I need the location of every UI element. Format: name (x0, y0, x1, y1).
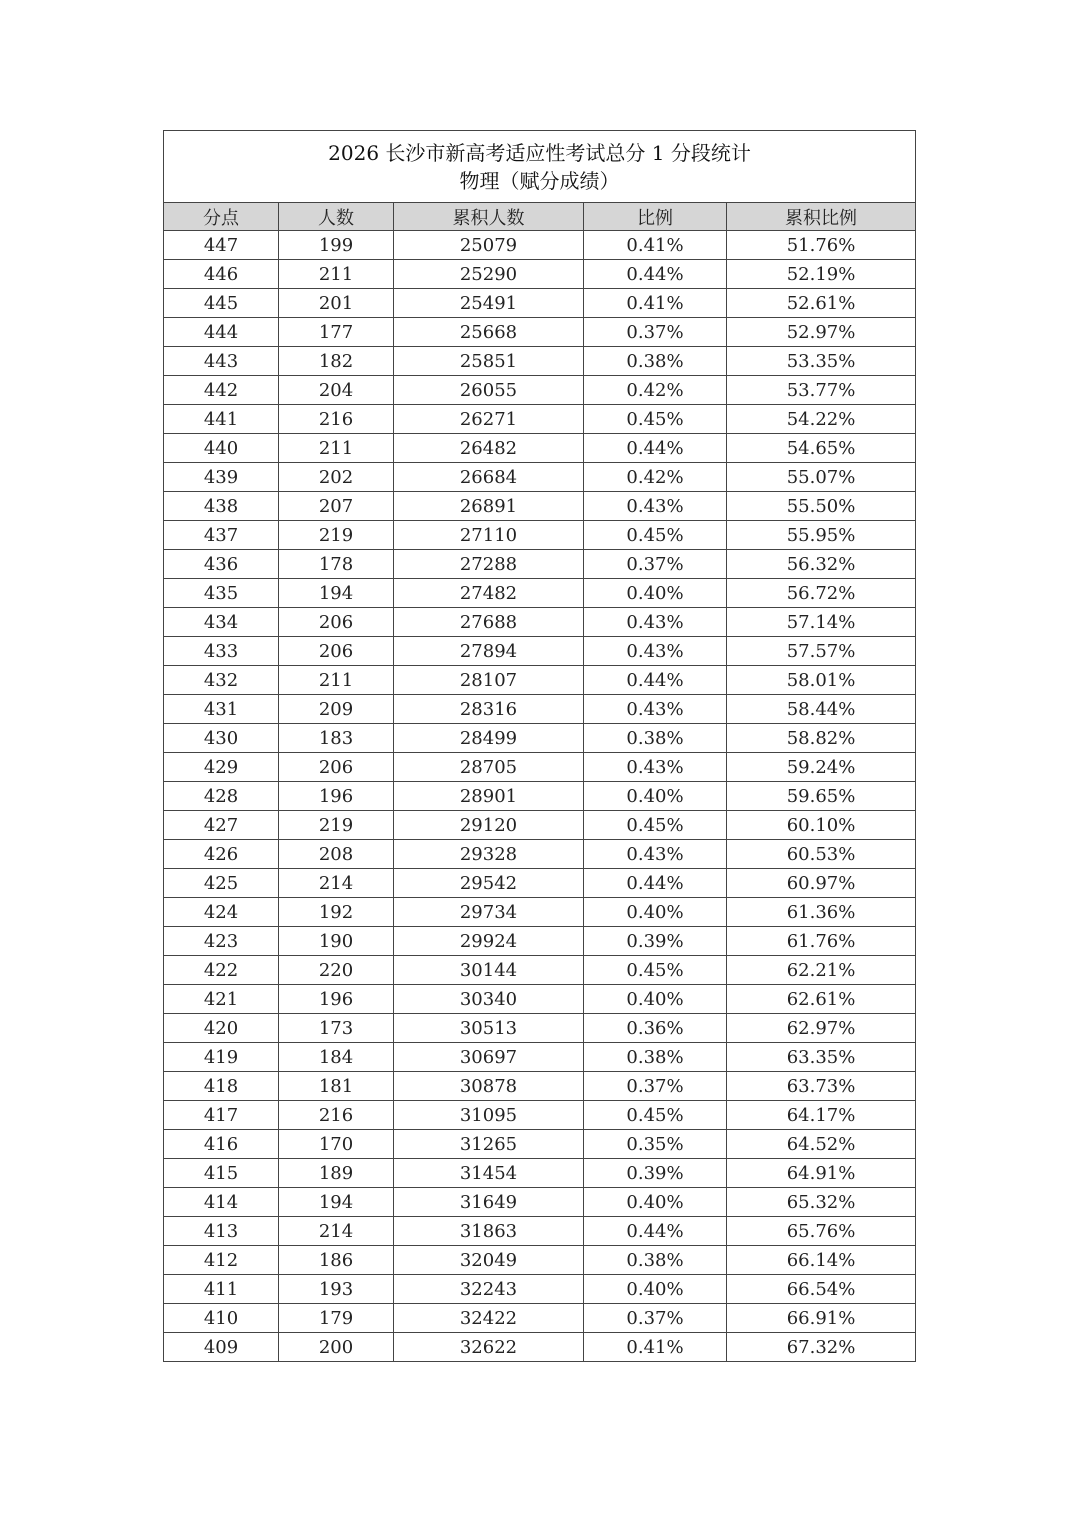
cell-score: 421 (164, 985, 279, 1014)
cell-count: 208 (279, 840, 394, 869)
cell-score: 437 (164, 521, 279, 550)
cell-ratio: 0.37% (584, 550, 727, 579)
cell-count: 193 (279, 1275, 394, 1304)
cell-cumulative-count: 27688 (394, 608, 584, 637)
table-row (164, 637, 916, 666)
cell-count: 170 (279, 1130, 394, 1159)
title-line-1: 2026 长沙市新高考适应性考试总分 1 分段统计 (328, 140, 751, 165)
cell-cumulative-count: 32622 (394, 1333, 584, 1362)
cell-count: 178 (279, 550, 394, 579)
table-row (164, 347, 916, 376)
cell-score: 435 (164, 579, 279, 608)
cell-cumulative-ratio: 59.24% (727, 753, 916, 782)
cell-cumulative-ratio: 65.76% (727, 1217, 916, 1246)
cell-cumulative-ratio: 60.10% (727, 811, 916, 840)
cell-cumulative-count: 29542 (394, 869, 584, 898)
cell-score: 415 (164, 1159, 279, 1188)
cell-cumulative-count: 25079 (394, 231, 584, 260)
cell-cumulative-ratio: 61.36% (727, 898, 916, 927)
cell-ratio: 0.43% (584, 637, 727, 666)
table-row (164, 840, 916, 869)
cell-cumulative-ratio: 63.73% (727, 1072, 916, 1101)
cell-cumulative-ratio: 58.44% (727, 695, 916, 724)
cell-score: 427 (164, 811, 279, 840)
table-row (164, 550, 916, 579)
cell-cumulative-count: 27110 (394, 521, 584, 550)
cell-ratio: 0.37% (584, 1072, 727, 1101)
cell-ratio: 0.40% (584, 782, 727, 811)
cell-score: 440 (164, 434, 279, 463)
cell-score: 442 (164, 376, 279, 405)
cell-count: 214 (279, 1217, 394, 1246)
cell-cumulative-count: 26055 (394, 376, 584, 405)
cell-cumulative-ratio: 52.97% (727, 318, 916, 347)
cell-cumulative-count: 29328 (394, 840, 584, 869)
cell-score: 443 (164, 347, 279, 376)
cell-cumulative-ratio: 62.61% (727, 985, 916, 1014)
cell-score: 417 (164, 1101, 279, 1130)
cell-cumulative-ratio: 67.32% (727, 1333, 916, 1362)
cell-cumulative-ratio: 59.65% (727, 782, 916, 811)
table-row (164, 521, 916, 550)
cell-cumulative-ratio: 53.77% (727, 376, 916, 405)
cell-cumulative-ratio: 52.19% (727, 260, 916, 289)
cell-cumulative-count: 27288 (394, 550, 584, 579)
cell-count: 202 (279, 463, 394, 492)
cell-ratio: 0.40% (584, 985, 727, 1014)
table-row (164, 1217, 916, 1246)
cell-ratio: 0.43% (584, 608, 727, 637)
cell-ratio: 0.43% (584, 753, 727, 782)
cell-count: 173 (279, 1014, 394, 1043)
table-row (164, 1304, 916, 1333)
table-row (164, 260, 916, 289)
cell-ratio: 0.40% (584, 898, 727, 927)
cell-cumulative-count: 28316 (394, 695, 584, 724)
cell-cumulative-count: 26684 (394, 463, 584, 492)
table-row (164, 724, 916, 753)
cell-cumulative-count: 27894 (394, 637, 584, 666)
table-row (164, 318, 916, 347)
cell-count: 194 (279, 579, 394, 608)
column-header-row (164, 203, 916, 231)
cell-ratio: 0.45% (584, 521, 727, 550)
cell-cumulative-ratio: 60.53% (727, 840, 916, 869)
cell-cumulative-ratio: 51.76% (727, 231, 916, 260)
table-row (164, 1246, 916, 1275)
table-row (164, 1275, 916, 1304)
cell-score: 428 (164, 782, 279, 811)
cell-cumulative-ratio: 64.91% (727, 1159, 916, 1188)
cell-ratio: 0.44% (584, 1217, 727, 1246)
cell-count: 201 (279, 289, 394, 318)
cell-cumulative-ratio: 57.14% (727, 608, 916, 637)
cell-cumulative-count: 30144 (394, 956, 584, 985)
cell-cumulative-count: 30340 (394, 985, 584, 1014)
cell-cumulative-ratio: 55.50% (727, 492, 916, 521)
cell-count: 206 (279, 608, 394, 637)
cell-score: 413 (164, 1217, 279, 1246)
cell-cumulative-ratio: 55.95% (727, 521, 916, 550)
cell-ratio: 0.43% (584, 492, 727, 521)
cell-cumulative-ratio: 62.97% (727, 1014, 916, 1043)
table-row (164, 985, 916, 1014)
cell-cumulative-count: 31863 (394, 1217, 584, 1246)
cell-count: 183 (279, 724, 394, 753)
cell-score: 422 (164, 956, 279, 985)
cell-ratio: 0.38% (584, 724, 727, 753)
cell-ratio: 0.42% (584, 463, 727, 492)
cell-count: 219 (279, 811, 394, 840)
table-row (164, 579, 916, 608)
cell-cumulative-count: 26271 (394, 405, 584, 434)
cell-cumulative-count: 25851 (394, 347, 584, 376)
table-row (164, 898, 916, 927)
cell-score: 410 (164, 1304, 279, 1333)
cell-score: 429 (164, 753, 279, 782)
cell-ratio: 0.45% (584, 811, 727, 840)
table-row (164, 1014, 916, 1043)
cell-cumulative-ratio: 64.17% (727, 1101, 916, 1130)
cell-count: 189 (279, 1159, 394, 1188)
cell-score: 447 (164, 231, 279, 260)
table-row (164, 1130, 916, 1159)
score-distribution-sheet (163, 130, 915, 1362)
cell-count: 200 (279, 1333, 394, 1362)
cell-cumulative-ratio: 58.82% (727, 724, 916, 753)
table-row (164, 463, 916, 492)
table-row (164, 1159, 916, 1188)
cell-count: 207 (279, 492, 394, 521)
cell-cumulative-ratio: 65.32% (727, 1188, 916, 1217)
cell-cumulative-count: 28107 (394, 666, 584, 695)
cell-score: 425 (164, 869, 279, 898)
cell-ratio: 0.44% (584, 666, 727, 695)
cell-cumulative-ratio: 55.07% (727, 463, 916, 492)
cell-count: 186 (279, 1246, 394, 1275)
table-row (164, 1043, 916, 1072)
cell-cumulative-count: 29924 (394, 927, 584, 956)
cell-count: 196 (279, 985, 394, 1014)
cell-cumulative-ratio: 56.32% (727, 550, 916, 579)
cell-ratio: 0.44% (584, 260, 727, 289)
cell-cumulative-ratio: 57.57% (727, 637, 916, 666)
cell-score: 439 (164, 463, 279, 492)
cell-cumulative-ratio: 52.61% (727, 289, 916, 318)
table-row (164, 376, 916, 405)
score-distribution-table (163, 130, 916, 1362)
table-row (164, 666, 916, 695)
cell-cumulative-ratio: 54.65% (727, 434, 916, 463)
cell-score: 411 (164, 1275, 279, 1304)
table-body (164, 231, 916, 1362)
cell-count: 216 (279, 405, 394, 434)
cell-count: 192 (279, 898, 394, 927)
cell-ratio: 0.37% (584, 1304, 727, 1333)
cell-ratio: 0.38% (584, 347, 727, 376)
cell-cumulative-count: 25668 (394, 318, 584, 347)
cell-score: 433 (164, 637, 279, 666)
table-row (164, 927, 916, 956)
cell-cumulative-count: 30513 (394, 1014, 584, 1043)
table-row (164, 1072, 916, 1101)
cell-count: 206 (279, 637, 394, 666)
cell-score: 441 (164, 405, 279, 434)
cell-ratio: 0.40% (584, 579, 727, 608)
cell-count: 190 (279, 927, 394, 956)
cell-cumulative-count: 31454 (394, 1159, 584, 1188)
cell-score: 431 (164, 695, 279, 724)
cell-cumulative-count: 28705 (394, 753, 584, 782)
column-header-ratio: 比例 (584, 203, 727, 231)
cell-cumulative-count: 29120 (394, 811, 584, 840)
cell-ratio: 0.40% (584, 1188, 727, 1217)
cell-score: 424 (164, 898, 279, 927)
cell-score: 420 (164, 1014, 279, 1043)
cell-ratio: 0.38% (584, 1246, 727, 1275)
cell-ratio: 0.39% (584, 1159, 727, 1188)
table-row (164, 1188, 916, 1217)
table-row (164, 492, 916, 521)
cell-cumulative-count: 32243 (394, 1275, 584, 1304)
table-row (164, 753, 916, 782)
title-line-2: 物理（赋分成绩） (459, 168, 620, 193)
cell-count: 179 (279, 1304, 394, 1333)
table-row (164, 782, 916, 811)
column-header-count: 人数 (279, 203, 394, 231)
cell-count: 211 (279, 260, 394, 289)
cell-score: 416 (164, 1130, 279, 1159)
table-row (164, 289, 916, 318)
cell-score: 423 (164, 927, 279, 956)
cell-cumulative-count: 26482 (394, 434, 584, 463)
cell-cumulative-ratio: 66.54% (727, 1275, 916, 1304)
table-row (164, 956, 916, 985)
cell-count: 219 (279, 521, 394, 550)
cell-score: 436 (164, 550, 279, 579)
cell-cumulative-ratio: 60.97% (727, 869, 916, 898)
cell-count: 199 (279, 231, 394, 260)
cell-ratio: 0.41% (584, 289, 727, 318)
cell-count: 211 (279, 434, 394, 463)
cell-ratio: 0.39% (584, 927, 727, 956)
cell-ratio: 0.45% (584, 1101, 727, 1130)
cell-score: 412 (164, 1246, 279, 1275)
cell-count: 206 (279, 753, 394, 782)
cell-cumulative-ratio: 56.72% (727, 579, 916, 608)
cell-ratio: 0.45% (584, 956, 727, 985)
cell-cumulative-count: 30697 (394, 1043, 584, 1072)
cell-cumulative-ratio: 66.14% (727, 1246, 916, 1275)
cell-score: 444 (164, 318, 279, 347)
table-row (164, 1333, 916, 1362)
cell-cumulative-count: 28499 (394, 724, 584, 753)
cell-score: 419 (164, 1043, 279, 1072)
cell-score: 438 (164, 492, 279, 521)
cell-ratio: 0.38% (584, 1043, 727, 1072)
cell-cumulative-ratio: 61.76% (727, 927, 916, 956)
cell-cumulative-count: 28901 (394, 782, 584, 811)
cell-cumulative-ratio: 62.21% (727, 956, 916, 985)
column-header-cumulative-ratio: 累积比例 (727, 203, 916, 231)
cell-ratio: 0.37% (584, 318, 727, 347)
cell-cumulative-ratio: 54.22% (727, 405, 916, 434)
cell-ratio: 0.41% (584, 231, 727, 260)
cell-count: 194 (279, 1188, 394, 1217)
column-header-cumulative-count: 累积人数 (394, 203, 584, 231)
cell-ratio: 0.35% (584, 1130, 727, 1159)
table-row (164, 695, 916, 724)
cell-ratio: 0.44% (584, 869, 727, 898)
cell-cumulative-count: 26891 (394, 492, 584, 521)
cell-count: 209 (279, 695, 394, 724)
cell-cumulative-count: 31649 (394, 1188, 584, 1217)
cell-count: 177 (279, 318, 394, 347)
cell-count: 211 (279, 666, 394, 695)
cell-count: 220 (279, 956, 394, 985)
cell-ratio: 0.44% (584, 434, 727, 463)
cell-score: 446 (164, 260, 279, 289)
cell-score: 409 (164, 1333, 279, 1362)
table-row (164, 869, 916, 898)
cell-cumulative-count: 31095 (394, 1101, 584, 1130)
cell-ratio: 0.43% (584, 695, 727, 724)
cell-cumulative-ratio: 66.91% (727, 1304, 916, 1333)
cell-score: 426 (164, 840, 279, 869)
cell-cumulative-count: 25290 (394, 260, 584, 289)
cell-score: 434 (164, 608, 279, 637)
table-row (164, 434, 916, 463)
cell-score: 414 (164, 1188, 279, 1217)
cell-count: 196 (279, 782, 394, 811)
cell-cumulative-count: 27482 (394, 579, 584, 608)
cell-ratio: 0.43% (584, 840, 727, 869)
cell-count: 204 (279, 376, 394, 405)
cell-cumulative-ratio: 63.35% (727, 1043, 916, 1072)
cell-ratio: 0.42% (584, 376, 727, 405)
cell-count: 182 (279, 347, 394, 376)
cell-cumulative-count: 32422 (394, 1304, 584, 1333)
column-header-score: 分点 (164, 203, 279, 231)
cell-ratio: 0.36% (584, 1014, 727, 1043)
cell-count: 184 (279, 1043, 394, 1072)
table-row (164, 1101, 916, 1130)
cell-cumulative-count: 31265 (394, 1130, 584, 1159)
cell-count: 181 (279, 1072, 394, 1101)
table-title (164, 131, 916, 203)
table-row (164, 811, 916, 840)
table-row (164, 231, 916, 260)
title-row (164, 131, 916, 203)
cell-count: 214 (279, 869, 394, 898)
table-row (164, 405, 916, 434)
cell-cumulative-count: 29734 (394, 898, 584, 927)
cell-score: 432 (164, 666, 279, 695)
cell-cumulative-ratio: 58.01% (727, 666, 916, 695)
cell-ratio: 0.40% (584, 1275, 727, 1304)
cell-count: 216 (279, 1101, 394, 1130)
table-row (164, 608, 916, 637)
cell-score: 418 (164, 1072, 279, 1101)
cell-score: 430 (164, 724, 279, 753)
cell-cumulative-ratio: 64.52% (727, 1130, 916, 1159)
cell-cumulative-count: 30878 (394, 1072, 584, 1101)
cell-score: 445 (164, 289, 279, 318)
cell-ratio: 0.41% (584, 1333, 727, 1362)
cell-cumulative-ratio: 53.35% (727, 347, 916, 376)
cell-ratio: 0.45% (584, 405, 727, 434)
cell-cumulative-count: 32049 (394, 1246, 584, 1275)
cell-cumulative-count: 25491 (394, 289, 584, 318)
